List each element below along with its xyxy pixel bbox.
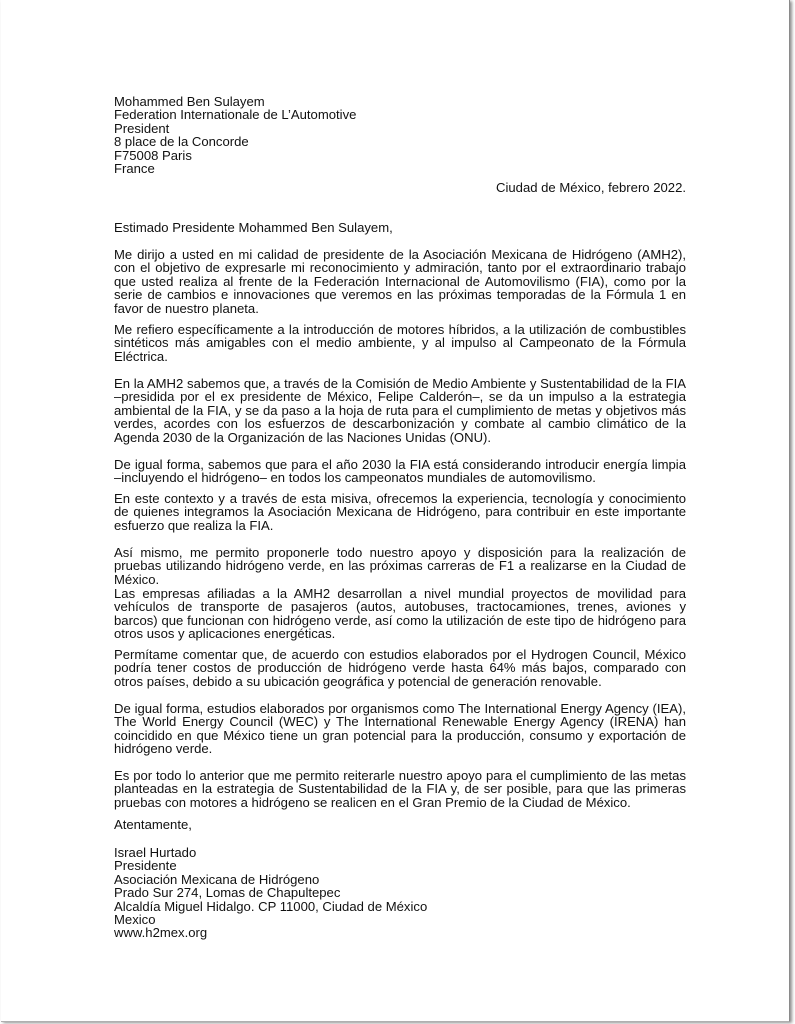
paragraph-2: Me refiero específicamente a la introducción de motores híbridos, a la utilización de combustibles sintéticos más amigables con el medio ambiente, y al impulso al Campeonato de la Fórmula Eléctrica. bbox=[114, 322, 686, 364]
signer-title: Presidente bbox=[114, 858, 177, 874]
closing: Atentamente, bbox=[114, 817, 192, 832]
letter-page bbox=[1, 0, 790, 1022]
recipient-address bbox=[114, 95, 686, 175]
date-line: Ciudad de México, febrero 2022. bbox=[496, 180, 686, 195]
paragraph-5: En este contexto y a través de esta misiva, ofrecemos la experiencia, tecnología y conocimiento de quienes integramos la Asociación Mexicana de Hidrógeno, para contribuir en este importante esfuerzo que realiza la FIA. bbox=[114, 491, 686, 533]
paragraph-6: Así mismo, me permito proponerle todo nuestro apoyo y disposición para la realización de pruebas utilizando hidrógeno verde, en las próximas carreras de F1 a realizarse en la Ciudad de México. bbox=[114, 545, 686, 587]
salutation: Estimado Presidente Mohammed Ben Sulayem, bbox=[114, 220, 393, 235]
recipient-street: 8 place de la Concorde bbox=[114, 134, 249, 150]
paragraph-10: Es por todo lo anterior que me permito reiterarle nuestro apoyo para el cumplimiento de las metas planteadas en la estrategia de Sustentabilidad de la FIA y, de ser posible, para que las primeras pruebas con motores a hidrógeno se realicen en el Gran Premio de la Ciudad de México. bbox=[114, 768, 686, 810]
recipient-organization: Federation Internationale de L’Automotive bbox=[114, 107, 357, 123]
paragraph-4: De igual forma, sabemos que para el año 2030 la FIA está considerando introducir energía limpia –incluyendo el hidrógeno– en todos los campeonatos mundiales de automovilismo. bbox=[114, 457, 686, 486]
paragraph-3: En la AMH2 sabemos que, a través de la Comisión de Medio Ambiente y Sustentabilidad de la FIA –presidida por el ex presidente de México, Felipe Calderón–, se da un impulso a la estrategia ambiental de la FIA, y se da paso a la hoja de ruta para el cumplimiento de metas y objetivos más verdes, acordes con los esfuerzos de descarbonización y combate al cambio climático de la Agenda 2030 de la Organización de las Naciones Unidas (ONU). bbox=[114, 376, 686, 445]
paragraph-7: Las empresas afiliadas a la AMH2 desarrollan a nivel mundial proyectos de movilidad para vehículos de transporte de pasajeros (autos, autobuses, tractocamiones, trenes, aviones y barcos) que funcionan con hidrógeno verde, así como la utilización de este tipo de hidrógeno para otros usos y aplicaciones energéticas. bbox=[114, 586, 686, 642]
signature-block bbox=[114, 846, 686, 940]
signer-country: Mexico bbox=[114, 912, 156, 928]
paragraph-8: Permítame comentar que, de acuerdo con estudios elaborados por el Hydrogen Council, México podría tener costos de producción de hidrógeno verde hasta 64% más bajos, comparado con otros países, debido a su ubicación geográfica y potencial de generación renovable. bbox=[114, 647, 686, 689]
signer-website: www.h2mex.org bbox=[114, 925, 208, 941]
signer-name: Israel Hurtado bbox=[114, 845, 197, 860]
paragraph-9: De igual forma, estudios elaborados por organismos como The International Energy Agency (IEA), The World Energy Council (WEC) y The International Renewable Energy Agency (IRENA) han coincidido en que México tiene un gran potencial para la producción, consumo y exportación de hidrógeno verde. bbox=[114, 701, 686, 757]
signer-street: Prado Sur 274, Lomas de Chapultepec bbox=[114, 885, 341, 901]
recipient-country: France bbox=[114, 161, 155, 177]
signer-city: Alcaldía Miguel Hidalgo. CP 11000, Ciudad de México bbox=[114, 898, 428, 914]
signer-organization: Asociación Mexicana de Hidrógeno bbox=[114, 871, 320, 887]
paragraph-1: Me dirijo a usted en mi calidad de presidente de la Asociación Mexicana de Hidrógeno (AMH2), con el objetivo de expresarle mi reconocimiento y admiración, tanto por el extraordinario trabajo que usted realiza al frente de la Federación Internacional de Automovilismo (FIA), como por la serie de cambios e innovaciones que veremos en las próximas temporadas de la Fórmula 1 en favor de nuestro planeta. bbox=[114, 247, 686, 316]
recipient-name: Mohammed Ben Sulayem bbox=[114, 94, 265, 109]
recipient-title: President bbox=[114, 120, 170, 136]
recipient-city: F75008 Paris bbox=[114, 147, 192, 163]
